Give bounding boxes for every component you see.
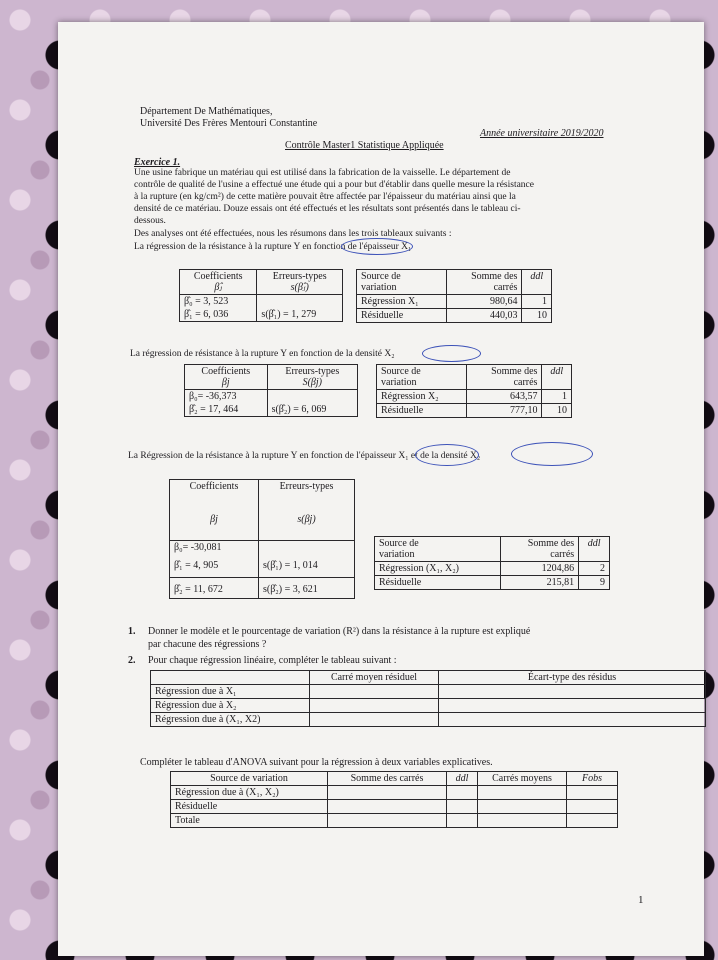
- row-label: Régression due à X₁: [151, 685, 310, 699]
- exercise-label: Exercice 1.: [134, 157, 181, 168]
- blank-cell: [447, 814, 478, 828]
- col-header: Écart-type des résidus: [439, 671, 706, 685]
- reg1-title: La régression de la résistance à la rupture Y en fonction de l'épaisseur X₁: [134, 242, 412, 252]
- department-line: Département De Mathématiques,: [140, 106, 273, 117]
- blank-cell: [478, 814, 567, 828]
- se-b2: s(β̂₂) = 6, 069: [267, 390, 357, 417]
- reg3-anova-table: [374, 536, 610, 590]
- ss-header: Somme des carrés: [447, 270, 522, 295]
- col-header: Source de variation: [171, 772, 328, 786]
- blank-cell: [439, 699, 706, 713]
- q2-number: 2.: [128, 655, 136, 666]
- blank-cell: [328, 786, 447, 800]
- row-label: Régression due à (X₁, X₂): [171, 786, 328, 800]
- blank-cell: [567, 786, 618, 800]
- se-b1: s(β̂₁) = 1, 279: [257, 295, 343, 322]
- source-cell: Résiduelle: [357, 309, 447, 323]
- err-header: Erreurs-types s(βj): [259, 480, 355, 541]
- exercise-text-line: à la rupture (en kg/cm²) de cette matière pouvait être affectée par l'épaisseur du matériau ainsi que la: [134, 192, 516, 202]
- blank-cell: [310, 685, 439, 699]
- exercise-text-line: dessous.: [134, 216, 166, 226]
- source-cell: Résiduelle: [377, 404, 467, 418]
- reg2-coef-table: [184, 364, 358, 417]
- row-label: Régression due à (X₁, X2): [151, 713, 310, 727]
- blank-cell: [478, 800, 567, 814]
- coef-header: Coefficients β̂ⱼ: [180, 270, 257, 295]
- err-header: Erreurs-types s(β̂ⱼ): [257, 270, 343, 295]
- empty-cell: [259, 541, 355, 555]
- coef-header: Coefficients βj: [170, 480, 259, 541]
- ink-circle: [341, 238, 413, 255]
- blank-cell: [447, 786, 478, 800]
- exam-title: Contrôle Master1 Statistique Appliquée: [285, 140, 444, 151]
- ink-circle: [422, 345, 481, 362]
- blank-cell: [328, 814, 447, 828]
- coef-b0: β₀= -36,373: [185, 390, 268, 404]
- ddl-cell: 2: [579, 562, 610, 576]
- reg3-title: La Régression de la résistance à la rupture Y en fonction de l'épaisseur X₁ et de la densité X₂: [128, 451, 481, 461]
- empty-header: [151, 671, 310, 685]
- source-header: Source de variation: [357, 270, 447, 295]
- ddl-header: ddl: [522, 270, 552, 295]
- ddl-header: ddl: [542, 365, 572, 390]
- ddl-cell: 1: [522, 295, 552, 309]
- source-cell: Régression X₂: [377, 390, 467, 404]
- col-header: ddl: [447, 772, 478, 786]
- col-header: Carrés moyens: [478, 772, 567, 786]
- source-cell: Régression (X₁, X₂): [375, 562, 501, 576]
- reg3-coef-table: [169, 479, 355, 599]
- coef-header: Coefficients βj: [185, 365, 268, 390]
- ss-cell: 1204,86: [500, 562, 578, 576]
- analyses-intro: Des analyses ont été effectuées, nous les résumons dans les trois tableaux suivants :: [134, 229, 452, 239]
- blank-cell: [567, 814, 618, 828]
- q2-text: Pour chaque régression linéaire, compléter le tableau suivant :: [148, 655, 397, 666]
- blank-cell: [439, 713, 706, 727]
- blank-cell: [328, 800, 447, 814]
- ddl-cell: 1: [542, 390, 572, 404]
- source-header: Source de variation: [377, 365, 467, 390]
- blank-cell: [310, 699, 439, 713]
- reg1-anova-table: [356, 269, 552, 323]
- blank-cell: [567, 800, 618, 814]
- ss-header: Somme des carrés: [500, 537, 578, 562]
- ddl-cell: 10: [522, 309, 552, 323]
- source-cell: Régression X₁: [357, 295, 447, 309]
- coef-b1: β̂₁ = 6, 036: [180, 308, 257, 322]
- ss-cell: 215,81: [500, 576, 578, 590]
- coef-b2: β̂₂ = 17, 464: [185, 403, 268, 417]
- se-b1: s(β̂₁) = 1, 014: [259, 554, 355, 578]
- row-label: Régression due à X₂: [151, 699, 310, 713]
- anova-blank-table: [170, 771, 618, 828]
- reg2-anova-table: [376, 364, 572, 418]
- coef-b0: β̂₀ = 3, 523: [180, 295, 257, 309]
- ink-circle: [511, 442, 593, 466]
- q1-text-cont: par chacune des régressions ?: [148, 639, 267, 650]
- q1-text: Donner le modèle et le pourcentage de variation (R²) dans la résistance à la rupture est expliqué: [148, 626, 531, 637]
- blank-cell: [447, 800, 478, 814]
- q1-number: 1.: [128, 626, 136, 637]
- ddl-cell: 10: [542, 404, 572, 418]
- residual-table: [150, 670, 706, 727]
- page-number: 1: [638, 894, 644, 906]
- ddl-header: ddl: [579, 537, 610, 562]
- coef-b2: β̂₂ = 11, 672: [170, 578, 259, 599]
- err-header: Erreurs-types S(βj): [267, 365, 357, 390]
- col-header: Fobs: [567, 772, 618, 786]
- exercise-text-line: Une usine fabrique un matériau qui est utilisé dans la fabrication de la vaisselle. Le département de: [134, 168, 511, 178]
- row-label: Totale: [171, 814, 328, 828]
- q3-text: Compléter le tableau d'ANOVA suivant pour la régression à deux variables explicatives.: [140, 757, 493, 768]
- ss-cell: 643,57: [467, 390, 542, 404]
- source-cell: Résiduelle: [375, 576, 501, 590]
- reg1-coef-table: [179, 269, 343, 322]
- academic-year: Année universitaire 2019/2020: [480, 128, 604, 139]
- blank-cell: [310, 713, 439, 727]
- university-line: Université Des Frères Mentouri Constantine: [140, 118, 318, 129]
- ink-circle: [415, 444, 479, 466]
- ddl-cell: 9: [579, 576, 610, 590]
- source-header: Source de variation: [375, 537, 501, 562]
- ss-cell: 777,10: [467, 404, 542, 418]
- reg2-title: La régression de résistance à la rupture Y en fonction de la densité X₂: [130, 349, 395, 359]
- blank-cell: [439, 685, 706, 699]
- coef-b0: β₀= -30,081: [170, 541, 259, 555]
- blank-cell: [478, 786, 567, 800]
- col-header: Somme des carrés: [328, 772, 447, 786]
- se-b2: s(β̂₂) = 3, 621: [259, 578, 355, 599]
- exercise-text-line: densité de ce matériau. Douze essais ont été effectués et les résultats sont présentés dans le tableau ci-: [134, 204, 521, 214]
- col-header: Carré moyen résiduel: [310, 671, 439, 685]
- exercise-text-line: contrôle de qualité de l'usine a effectué une étude qui a pour but d'établir dans quelle mesure la résistance: [134, 180, 534, 190]
- ss-header: Somme des carrés: [467, 365, 542, 390]
- row-label: Résiduelle: [171, 800, 328, 814]
- ss-cell: 440,03: [447, 309, 522, 323]
- coef-b1: β̂₁ = 4, 905: [170, 554, 259, 578]
- exam-sheet: [58, 22, 704, 956]
- ss-cell: 980,64: [447, 295, 522, 309]
